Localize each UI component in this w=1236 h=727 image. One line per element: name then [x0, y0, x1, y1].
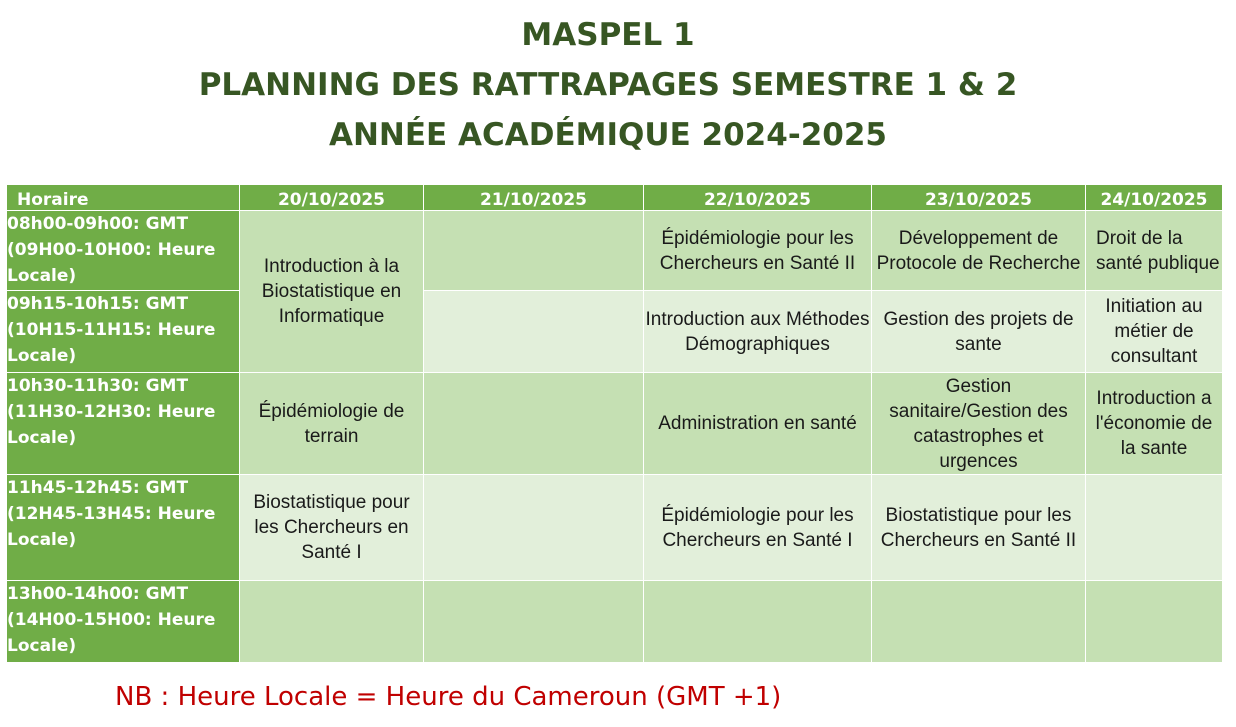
header-day-2: 21/10/2025	[424, 185, 644, 211]
table-row	[7, 373, 1223, 475]
header-day-1: 20/10/2025	[240, 185, 424, 211]
table-row	[7, 211, 1223, 291]
course-cell: Initiation au métier de consultant	[1086, 291, 1223, 373]
title-academic-year: ANNÉE ACADÉMIQUE 2024-2025	[329, 117, 887, 153]
course-cell: Épidémiologie pour les Chercheurs en Santé I	[644, 475, 872, 581]
time-slot-cell: 08h00-09h00: GMT (09H00-10H00: Heure Locale)	[7, 211, 240, 291]
empty-cell	[424, 373, 644, 475]
empty-cell	[1086, 581, 1223, 663]
empty-cell	[424, 291, 644, 373]
course-cell: Introduction a l'économie de la sante	[1086, 373, 1223, 475]
time-slot-cell: 09h15-10h15: GMT (10H15-11H15: Heure Locale)	[7, 291, 240, 373]
course-cell: Administration en santé	[644, 373, 872, 475]
course-cell: Biostatistique pour les Chercheurs en Santé I	[240, 475, 424, 581]
empty-cell	[424, 211, 644, 291]
title-planning: PLANNING DES RATTRAPAGES SEMESTRE 1 & 2	[198, 67, 1018, 103]
course-cell: Gestion des projets de sante	[872, 291, 1086, 373]
header-horaire: Horaire	[7, 185, 240, 211]
course-cell: Épidémiologie pour les Chercheurs en Santé II	[644, 211, 872, 291]
empty-cell	[424, 475, 644, 581]
course-cell: Développement de Protocole de Recherche	[872, 211, 1086, 291]
header-day-5: 24/10/2025	[1086, 185, 1223, 211]
empty-cell	[872, 581, 1086, 663]
document-title	[0, 10, 1216, 160]
time-slot-cell: 11h45-12h45: GMT (12H45-13H45: Heure Locale)	[7, 475, 240, 581]
table-row	[7, 581, 1223, 663]
course-cell: Gestion sanitaire/Gestion des catastrophes et urgences	[872, 373, 1086, 475]
schedule-table	[6, 184, 1223, 663]
footnote: NB : Heure Locale = Heure du Cameroun (GMT +1)	[115, 682, 782, 712]
course-cell: Introduction à la Biostatistique en Informatique	[240, 211, 424, 373]
table-row	[7, 291, 1223, 373]
course-cell: Épidémiologie de terrain	[240, 373, 424, 475]
course-cell: Introduction aux Méthodes Démographiques	[644, 291, 872, 373]
empty-cell	[240, 581, 424, 663]
empty-cell	[644, 581, 872, 663]
time-slot-cell: 13h00-14h00: GMT (14H00-15H00: Heure Locale)	[7, 581, 240, 663]
header-day-3: 22/10/2025	[644, 185, 872, 211]
course-cell: Droit de la santé publique	[1086, 211, 1223, 291]
table-row	[7, 475, 1223, 581]
empty-cell	[424, 581, 644, 663]
empty-cell	[1086, 475, 1223, 581]
table-header-row	[7, 185, 1223, 211]
time-slot-cell: 10h30-11h30: GMT (11H30-12H30: Heure Locale)	[7, 373, 240, 475]
course-cell: Biostatistique pour les Chercheurs en Santé II	[872, 475, 1086, 581]
header-day-4: 23/10/2025	[872, 185, 1086, 211]
title-program: MASPEL 1	[521, 17, 695, 53]
